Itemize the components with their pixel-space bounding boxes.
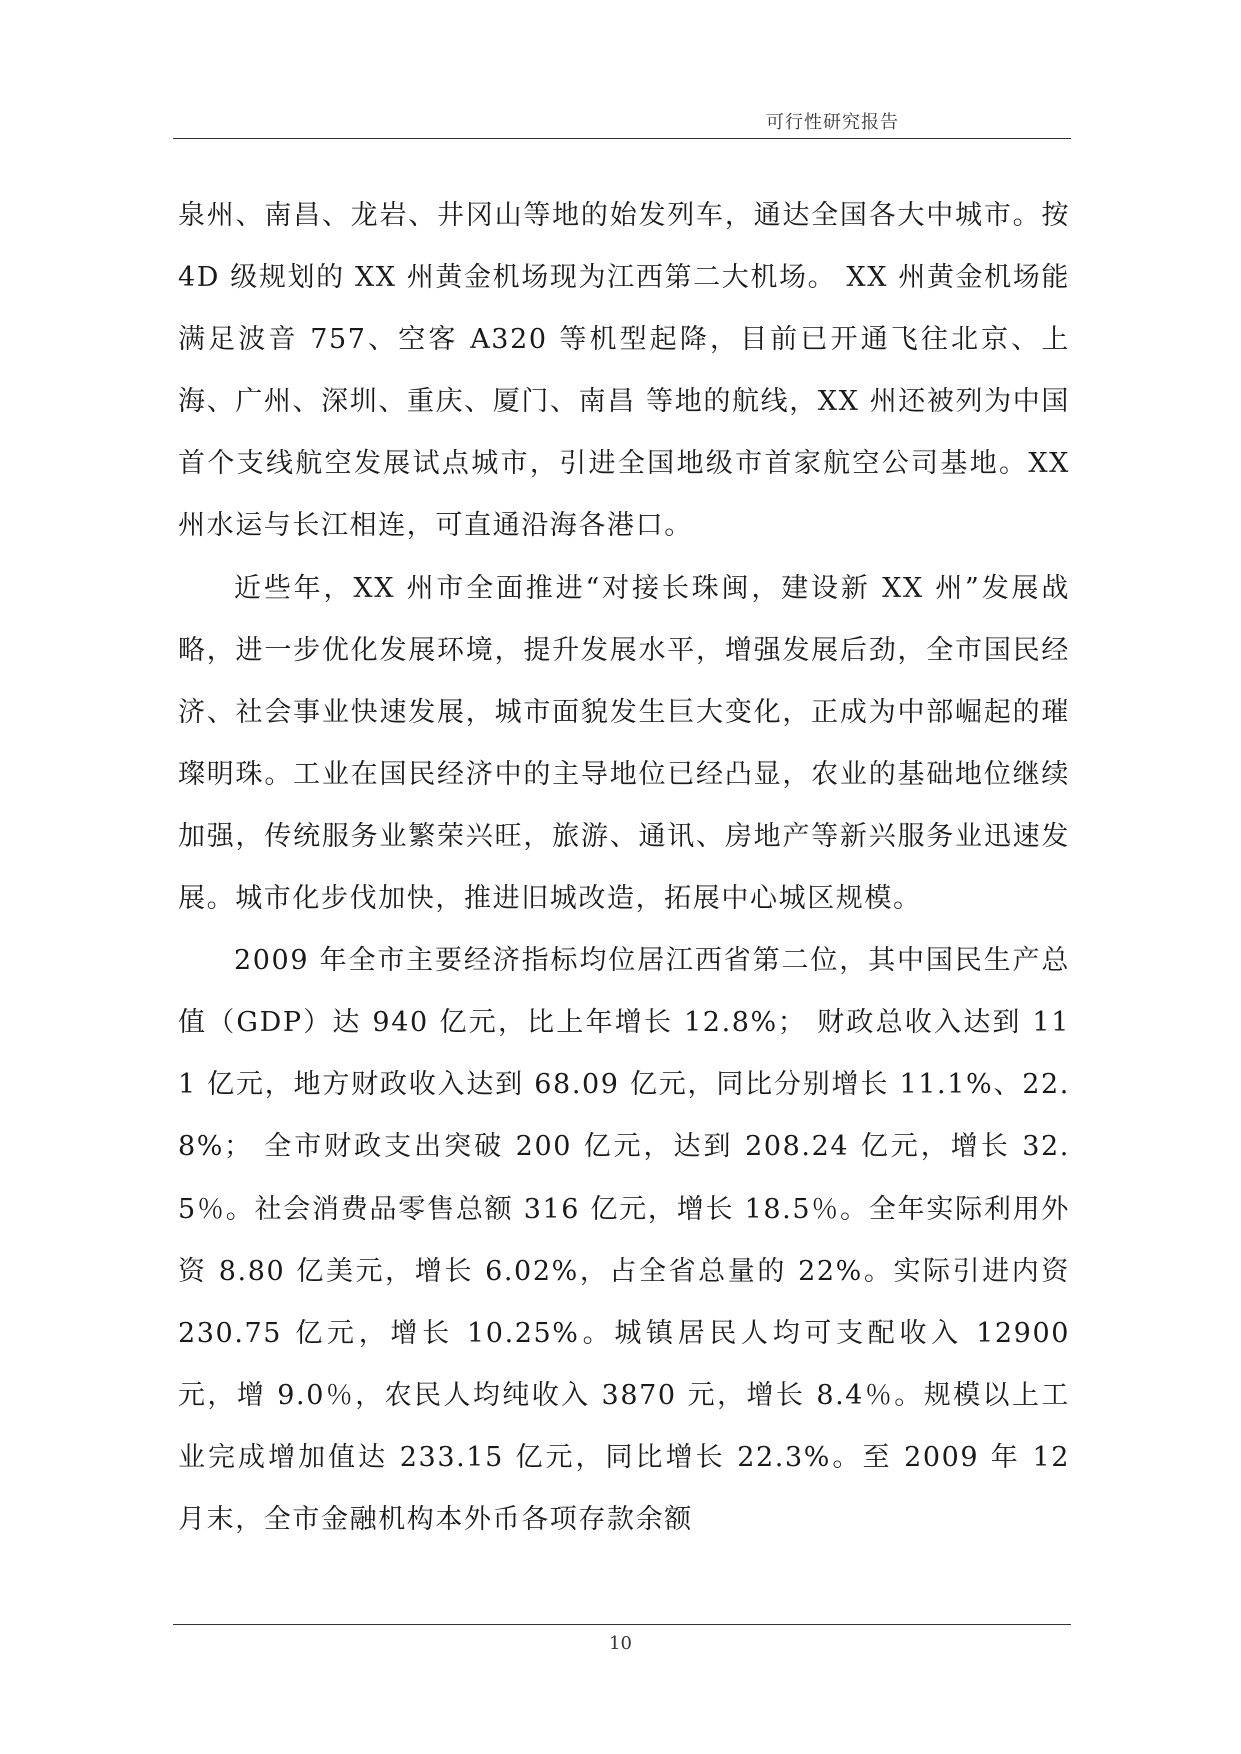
- running-header-title: 可行性研究报告: [766, 112, 899, 133]
- paragraph-transport: 泉州、南昌、龙岩、井冈山等地的始发列车，通达全国各大中城市。按 4D 级规划的 XX 州黄金机场现为江西第二大机场。 XX 州黄金机场能满足波音 757、空客 A320 等机型起降，目前已开通飞往北京、上海、广州、深圳、重庆、厦门、南昌 等地的航线，XX 州还被列为中国首个支线航空发展试点城市，引进全国地级市首家航空公司基地。XX 州水运与长江相连，可直通沿海各港口。: [178, 200, 1070, 542]
- body-text: [178, 185, 1070, 1551]
- paragraph-economy-2009: 2009 年全市主要经济指标均位居江西省第二位，其中国民生产总值（GDP）达 940 亿元，比上年增长 12.8%； 财政总收入达到 111 亿元，地方财政收入达到 68.09 亿元，同比分别增长 11.1%、22.8%； 全市财政支出突破 200 亿元，达到 208.24 亿元，增长 32.5％。社会消费品零售总额 316 亿元，增长 18.5％。全年实际利用外资 8.80 亿美元，增长 6.02%，占全省总量的 22%。实际引进内资 230.75 亿元，增长 10.25%。城镇居民人均可支配收入 12900 元，增 9.0％，农民人均纯收入 3870 元，增长 8.4％。规模以上工业完成增加值达 233.15 亿元，同比增长 22.3%。至 2009 年 12 月末，全市金融机构本外币各项存款余额: [178, 945, 1070, 1535]
- paragraph-development: 近些年，XX 州市全面推进“对接长珠闽，建设新 XX 州”发展战略，进一步优化发展环境，提升发展水平，增强发展后劲，全市国民经济、社会事业快速发展，城市面貌发生巨大变化，正成为中部崛起的璀璨明珠。工业在国民经济中的主导地位已经凸显，农业的基础地位继续加强，传统服务业繁荣兴旺，旅游、通讯、房地产等新兴服务业迅速发展。城市化步伐加快，推进旧城改造，拓展中心城区规模。: [178, 572, 1070, 915]
- page-number: 10: [609, 1633, 632, 1654]
- header-divider: [173, 138, 1071, 139]
- footer-divider: [173, 1624, 1071, 1625]
